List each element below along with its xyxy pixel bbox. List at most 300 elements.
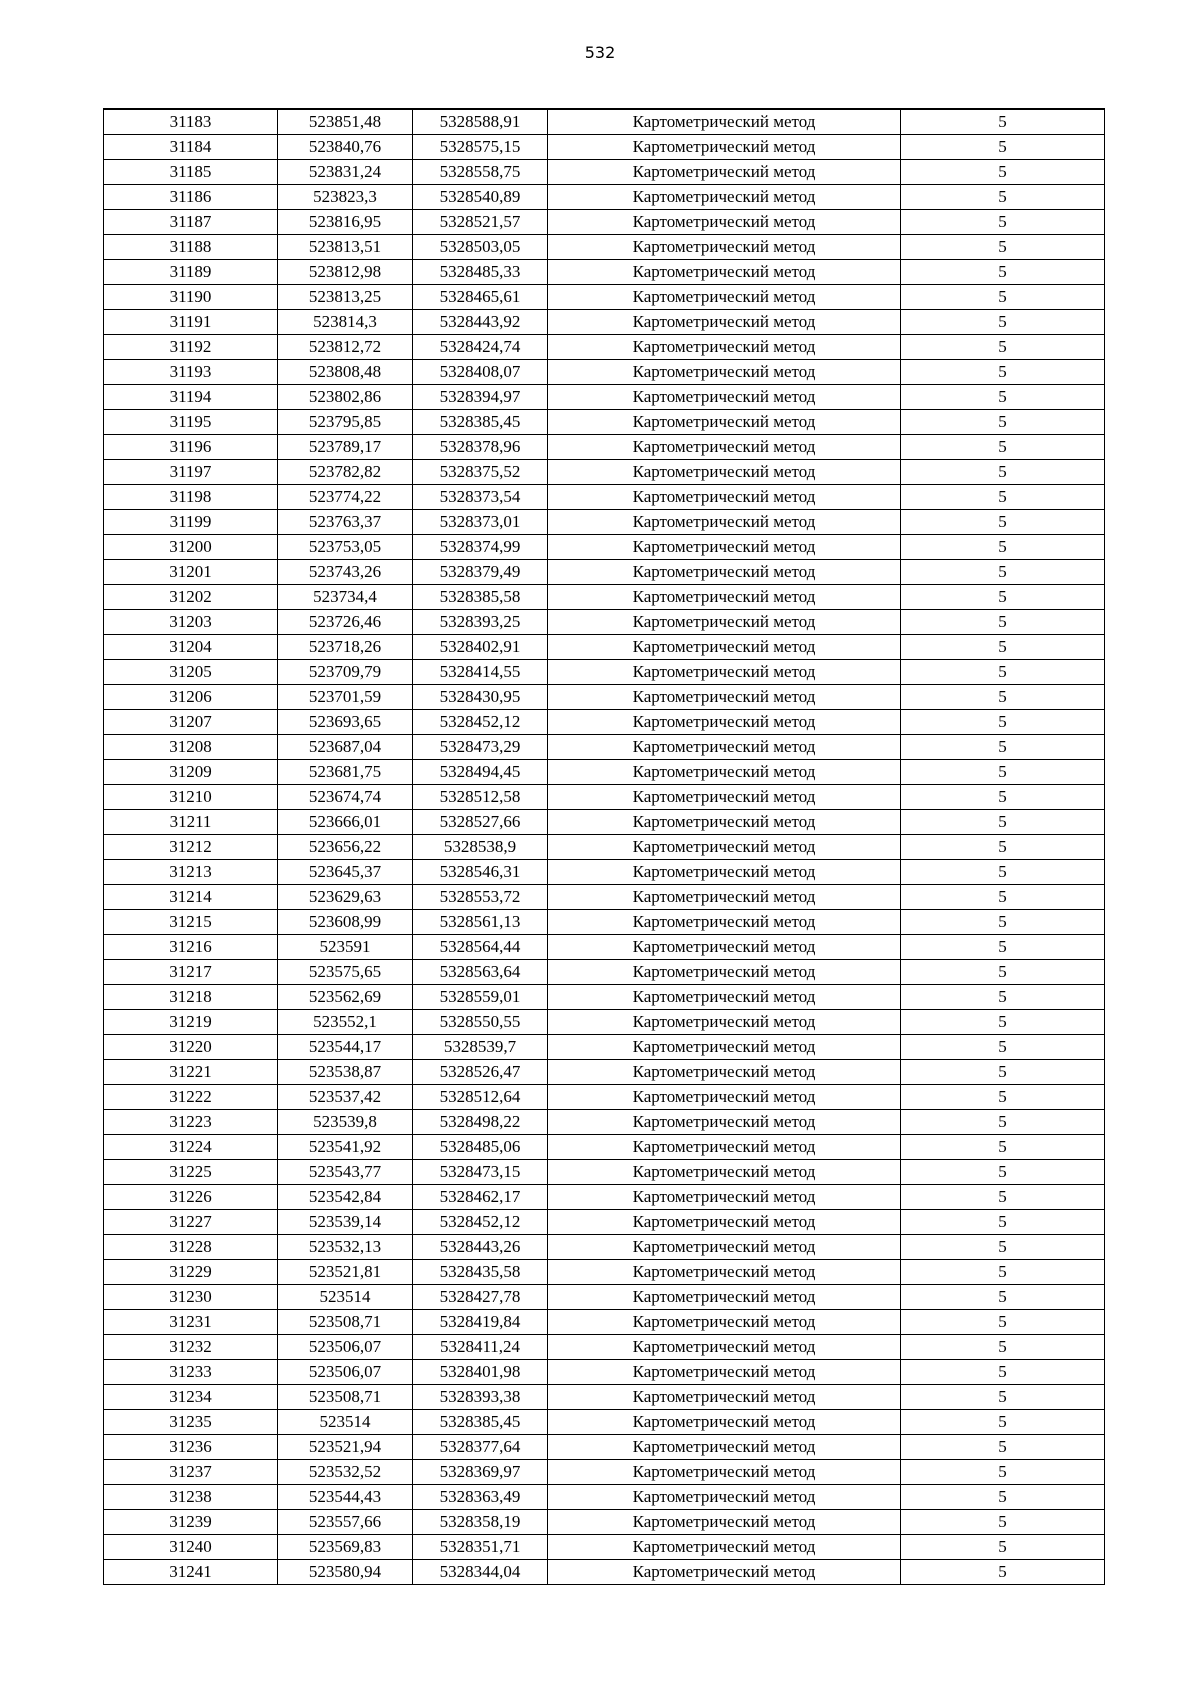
table-row <box>104 1010 1105 1035</box>
point-number-cell: 31195 <box>104 410 278 435</box>
point-number-cell: 31236 <box>104 1435 278 1460</box>
x-coordinate-cell: 523763,37 <box>278 510 413 535</box>
accuracy-cell: 5 <box>901 610 1105 635</box>
accuracy-cell: 5 <box>901 1210 1105 1235</box>
method-cell: Картометрический метод <box>548 510 901 535</box>
point-number-cell: 31207 <box>104 710 278 735</box>
method-cell: Картометрический метод <box>548 260 901 285</box>
table-row <box>104 1310 1105 1335</box>
method-cell: Картометрический метод <box>548 185 901 210</box>
method-cell: Картометрический метод <box>548 1485 901 1510</box>
x-coordinate-cell: 523591 <box>278 935 413 960</box>
method-cell: Картометрический метод <box>548 485 901 510</box>
table-row <box>104 210 1105 235</box>
table-row <box>104 935 1105 960</box>
x-coordinate-cell: 523538,87 <box>278 1060 413 1085</box>
method-cell: Картометрический метод <box>548 1085 901 1110</box>
x-coordinate-cell: 523506,07 <box>278 1360 413 1385</box>
y-coordinate-cell: 5328378,96 <box>413 435 548 460</box>
x-coordinate-cell: 523544,17 <box>278 1035 413 1060</box>
table-row <box>104 1360 1105 1385</box>
point-number-cell: 31190 <box>104 285 278 310</box>
y-coordinate-cell: 5328563,64 <box>413 960 548 985</box>
table-row <box>104 1060 1105 1085</box>
x-coordinate-cell: 523802,86 <box>278 385 413 410</box>
table-row <box>104 1335 1105 1360</box>
point-number-cell: 31212 <box>104 835 278 860</box>
method-cell: Картометрический метод <box>548 1410 901 1435</box>
accuracy-cell: 5 <box>901 1335 1105 1360</box>
point-number-cell: 31214 <box>104 885 278 910</box>
point-number-cell: 31228 <box>104 1235 278 1260</box>
x-coordinate-cell: 523532,52 <box>278 1460 413 1485</box>
method-cell: Картометрический метод <box>548 1285 901 1310</box>
method-cell: Картометрический метод <box>548 1210 901 1235</box>
x-coordinate-cell: 523557,66 <box>278 1510 413 1535</box>
x-coordinate-cell: 523552,1 <box>278 1010 413 1035</box>
method-cell: Картометрический метод <box>548 735 901 760</box>
x-coordinate-cell: 523718,26 <box>278 635 413 660</box>
method-cell: Картометрический метод <box>548 335 901 360</box>
table-row <box>104 510 1105 535</box>
x-coordinate-cell: 523726,46 <box>278 610 413 635</box>
y-coordinate-cell: 5328558,75 <box>413 160 548 185</box>
y-coordinate-cell: 5328485,33 <box>413 260 548 285</box>
accuracy-cell: 5 <box>901 860 1105 885</box>
x-coordinate-cell: 523537,42 <box>278 1085 413 1110</box>
y-coordinate-cell: 5328373,01 <box>413 510 548 535</box>
point-number-cell: 31185 <box>104 160 278 185</box>
method-cell: Картометрический метод <box>548 1310 901 1335</box>
y-coordinate-cell: 5328503,05 <box>413 235 548 260</box>
point-number-cell: 31186 <box>104 185 278 210</box>
accuracy-cell: 5 <box>901 685 1105 710</box>
table-row <box>104 635 1105 660</box>
method-cell: Картометрический метод <box>548 210 901 235</box>
x-coordinate-cell: 523532,13 <box>278 1235 413 1260</box>
accuracy-cell: 5 <box>901 910 1105 935</box>
method-cell: Картометрический метод <box>548 560 901 585</box>
method-cell: Картометрический метод <box>548 910 901 935</box>
accuracy-cell: 5 <box>901 1235 1105 1260</box>
y-coordinate-cell: 5328559,01 <box>413 985 548 1010</box>
accuracy-cell: 5 <box>901 410 1105 435</box>
y-coordinate-cell: 5328462,17 <box>413 1185 548 1210</box>
accuracy-cell: 5 <box>901 1085 1105 1110</box>
method-cell: Картометрический метод <box>548 835 901 860</box>
y-coordinate-cell: 5328575,15 <box>413 135 548 160</box>
y-coordinate-cell: 5328424,74 <box>413 335 548 360</box>
point-number-cell: 31192 <box>104 335 278 360</box>
y-coordinate-cell: 5328427,78 <box>413 1285 548 1310</box>
y-coordinate-cell: 5328435,58 <box>413 1260 548 1285</box>
accuracy-cell: 5 <box>901 1110 1105 1135</box>
method-cell: Картометрический метод <box>548 1160 901 1185</box>
x-coordinate-cell: 523816,95 <box>278 210 413 235</box>
point-number-cell: 31233 <box>104 1360 278 1385</box>
point-number-cell: 31205 <box>104 660 278 685</box>
accuracy-cell: 5 <box>901 1135 1105 1160</box>
point-number-cell: 31188 <box>104 235 278 260</box>
y-coordinate-cell: 5328430,95 <box>413 685 548 710</box>
accuracy-cell: 5 <box>901 735 1105 760</box>
point-number-cell: 31184 <box>104 135 278 160</box>
accuracy-cell: 5 <box>901 935 1105 960</box>
x-coordinate-cell: 523813,25 <box>278 285 413 310</box>
table-row <box>104 1110 1105 1135</box>
method-cell: Картометрический метод <box>548 1010 901 1035</box>
method-cell: Картометрический метод <box>548 109 901 135</box>
point-number-cell: 31183 <box>104 109 278 135</box>
accuracy-cell: 5 <box>901 385 1105 410</box>
method-cell: Картометрический метод <box>548 1535 901 1560</box>
table-row <box>104 1460 1105 1485</box>
y-coordinate-cell: 5328588,91 <box>413 109 548 135</box>
accuracy-cell: 5 <box>901 435 1105 460</box>
table-row <box>104 1160 1105 1185</box>
table-row <box>104 485 1105 510</box>
point-number-cell: 31187 <box>104 210 278 235</box>
y-coordinate-cell: 5328363,49 <box>413 1485 548 1510</box>
point-number-cell: 31221 <box>104 1060 278 1085</box>
y-coordinate-cell: 5328539,7 <box>413 1035 548 1060</box>
x-coordinate-cell: 523840,76 <box>278 135 413 160</box>
method-cell: Картометрический метод <box>548 160 901 185</box>
table-row <box>104 1410 1105 1435</box>
x-coordinate-cell: 523743,26 <box>278 560 413 585</box>
y-coordinate-cell: 5328375,52 <box>413 460 548 485</box>
method-cell: Картометрический метод <box>548 685 901 710</box>
table-row <box>104 1035 1105 1060</box>
point-number-cell: 31201 <box>104 560 278 585</box>
point-number-cell: 31224 <box>104 1135 278 1160</box>
method-cell: Картометрический метод <box>548 935 901 960</box>
y-coordinate-cell: 5328385,45 <box>413 1410 548 1435</box>
method-cell: Картометрический метод <box>548 885 901 910</box>
x-coordinate-cell: 523521,94 <box>278 1435 413 1460</box>
page-number: 532 <box>584 43 616 62</box>
y-coordinate-cell: 5328540,89 <box>413 185 548 210</box>
method-cell: Картометрический метод <box>548 810 901 835</box>
table-row <box>104 1560 1105 1585</box>
point-number-cell: 31213 <box>104 860 278 885</box>
y-coordinate-cell: 5328521,57 <box>413 210 548 235</box>
point-number-cell: 31219 <box>104 1010 278 1035</box>
method-cell: Картометрический метод <box>548 435 901 460</box>
y-coordinate-cell: 5328465,61 <box>413 285 548 310</box>
table-row <box>104 885 1105 910</box>
y-coordinate-cell: 5328377,64 <box>413 1435 548 1460</box>
table-row <box>104 860 1105 885</box>
method-cell: Картометрический метод <box>548 785 901 810</box>
x-coordinate-cell: 523656,22 <box>278 835 413 860</box>
y-coordinate-cell: 5328452,12 <box>413 710 548 735</box>
accuracy-cell: 5 <box>901 160 1105 185</box>
table-row <box>104 585 1105 610</box>
y-coordinate-cell: 5328393,38 <box>413 1385 548 1410</box>
method-cell: Картометрический метод <box>548 135 901 160</box>
table-row <box>104 535 1105 560</box>
point-number-cell: 31230 <box>104 1285 278 1310</box>
point-number-cell: 31209 <box>104 760 278 785</box>
y-coordinate-cell: 5328512,64 <box>413 1085 548 1110</box>
accuracy-cell: 5 <box>901 1560 1105 1585</box>
accuracy-cell: 5 <box>901 1060 1105 1085</box>
point-number-cell: 31223 <box>104 1110 278 1135</box>
accuracy-cell: 5 <box>901 1260 1105 1285</box>
table-row <box>104 660 1105 685</box>
x-coordinate-cell: 523580,94 <box>278 1560 413 1585</box>
table-row <box>104 310 1105 335</box>
x-coordinate-cell: 523539,8 <box>278 1110 413 1135</box>
table-row <box>104 1185 1105 1210</box>
method-cell: Картометрический метод <box>548 760 901 785</box>
point-number-cell: 31204 <box>104 635 278 660</box>
method-cell: Картометрический метод <box>548 1035 901 1060</box>
table-row <box>104 1435 1105 1460</box>
x-coordinate-cell: 523693,65 <box>278 710 413 735</box>
method-cell: Картометрический метод <box>548 285 901 310</box>
point-number-cell: 31196 <box>104 435 278 460</box>
point-number-cell: 31241 <box>104 1560 278 1585</box>
point-number-cell: 31238 <box>104 1485 278 1510</box>
x-coordinate-cell: 523521,81 <box>278 1260 413 1285</box>
accuracy-cell: 5 <box>901 810 1105 835</box>
y-coordinate-cell: 5328452,12 <box>413 1210 548 1235</box>
accuracy-cell: 5 <box>901 835 1105 860</box>
method-cell: Картометрический метод <box>548 235 901 260</box>
method-cell: Картометрический метод <box>548 360 901 385</box>
x-coordinate-cell: 523823,3 <box>278 185 413 210</box>
accuracy-cell: 5 <box>901 135 1105 160</box>
y-coordinate-cell: 5328473,29 <box>413 735 548 760</box>
accuracy-cell: 5 <box>901 1385 1105 1410</box>
point-number-cell: 31235 <box>104 1410 278 1435</box>
y-coordinate-cell: 5328527,66 <box>413 810 548 835</box>
y-coordinate-cell: 5328379,49 <box>413 560 548 585</box>
y-coordinate-cell: 5328553,72 <box>413 885 548 910</box>
point-number-cell: 31206 <box>104 685 278 710</box>
accuracy-cell: 5 <box>901 1185 1105 1210</box>
x-coordinate-cell: 523753,05 <box>278 535 413 560</box>
point-number-cell: 31197 <box>104 460 278 485</box>
method-cell: Картометрический метод <box>548 985 901 1010</box>
accuracy-cell: 5 <box>901 210 1105 235</box>
point-number-cell: 31226 <box>104 1185 278 1210</box>
accuracy-cell: 5 <box>901 460 1105 485</box>
method-cell: Картометрический метод <box>548 635 901 660</box>
y-coordinate-cell: 5328344,04 <box>413 1560 548 1585</box>
table-row <box>104 335 1105 360</box>
method-cell: Картометрический метод <box>548 410 901 435</box>
method-cell: Картометрический метод <box>548 1135 901 1160</box>
method-cell: Картометрический метод <box>548 1510 901 1535</box>
accuracy-cell: 5 <box>901 985 1105 1010</box>
method-cell: Картометрический метод <box>548 710 901 735</box>
accuracy-cell: 5 <box>901 585 1105 610</box>
method-cell: Картометрический метод <box>548 1235 901 1260</box>
accuracy-cell: 5 <box>901 1435 1105 1460</box>
table-row <box>104 1235 1105 1260</box>
x-coordinate-cell: 523687,04 <box>278 735 413 760</box>
y-coordinate-cell: 5328402,91 <box>413 635 548 660</box>
x-coordinate-cell: 523808,48 <box>278 360 413 385</box>
point-number-cell: 31198 <box>104 485 278 510</box>
accuracy-cell: 5 <box>901 885 1105 910</box>
y-coordinate-cell: 5328538,9 <box>413 835 548 860</box>
y-coordinate-cell: 5328351,71 <box>413 1535 548 1560</box>
accuracy-cell: 5 <box>901 1410 1105 1435</box>
table-row <box>104 735 1105 760</box>
point-number-cell: 31222 <box>104 1085 278 1110</box>
method-cell: Картометрический метод <box>548 1560 901 1585</box>
point-number-cell: 31202 <box>104 585 278 610</box>
accuracy-cell: 5 <box>901 1460 1105 1485</box>
accuracy-cell: 5 <box>901 1535 1105 1560</box>
point-number-cell: 31229 <box>104 1260 278 1285</box>
x-coordinate-cell: 523851,48 <box>278 109 413 135</box>
accuracy-cell: 5 <box>901 335 1105 360</box>
accuracy-cell: 5 <box>901 535 1105 560</box>
x-coordinate-cell: 523701,59 <box>278 685 413 710</box>
accuracy-cell: 5 <box>901 785 1105 810</box>
table-row <box>104 460 1105 485</box>
accuracy-cell: 5 <box>901 760 1105 785</box>
accuracy-cell: 5 <box>901 560 1105 585</box>
y-coordinate-cell: 5328401,98 <box>413 1360 548 1385</box>
coordinates-table <box>103 108 1105 1585</box>
table-row <box>104 1210 1105 1235</box>
x-coordinate-cell: 523681,75 <box>278 760 413 785</box>
point-number-cell: 31218 <box>104 985 278 1010</box>
x-coordinate-cell: 523831,24 <box>278 160 413 185</box>
y-coordinate-cell: 5328512,58 <box>413 785 548 810</box>
method-cell: Картометрический метод <box>548 585 901 610</box>
method-cell: Картометрический метод <box>548 1060 901 1085</box>
x-coordinate-cell: 523539,14 <box>278 1210 413 1235</box>
table-row <box>104 285 1105 310</box>
table-row <box>104 835 1105 860</box>
table-row <box>104 435 1105 460</box>
table-row <box>104 960 1105 985</box>
method-cell: Картометрический метод <box>548 310 901 335</box>
method-cell: Картометрический метод <box>548 860 901 885</box>
method-cell: Картометрический метод <box>548 1360 901 1385</box>
point-number-cell: 31217 <box>104 960 278 985</box>
table-row <box>104 810 1105 835</box>
method-cell: Картометрический метод <box>548 1385 901 1410</box>
accuracy-cell: 5 <box>901 1360 1105 1385</box>
point-number-cell: 31203 <box>104 610 278 635</box>
y-coordinate-cell: 5328385,58 <box>413 585 548 610</box>
x-coordinate-cell: 523569,83 <box>278 1535 413 1560</box>
x-coordinate-cell: 523813,51 <box>278 235 413 260</box>
point-number-cell: 31200 <box>104 535 278 560</box>
y-coordinate-cell: 5328564,44 <box>413 935 548 960</box>
accuracy-cell: 5 <box>901 960 1105 985</box>
table-row <box>104 985 1105 1010</box>
x-coordinate-cell: 523814,3 <box>278 310 413 335</box>
point-number-cell: 31232 <box>104 1335 278 1360</box>
point-number-cell: 31191 <box>104 310 278 335</box>
y-coordinate-cell: 5328443,92 <box>413 310 548 335</box>
accuracy-cell: 5 <box>901 1510 1105 1535</box>
point-number-cell: 31216 <box>104 935 278 960</box>
method-cell: Картометрический метод <box>548 385 901 410</box>
y-coordinate-cell: 5328485,06 <box>413 1135 548 1160</box>
accuracy-cell: 5 <box>901 1160 1105 1185</box>
method-cell: Картометрический метод <box>548 1260 901 1285</box>
y-coordinate-cell: 5328419,84 <box>413 1310 548 1335</box>
table-row <box>104 910 1105 935</box>
x-coordinate-cell: 523608,99 <box>278 910 413 935</box>
table-row <box>104 1285 1105 1310</box>
accuracy-cell: 5 <box>901 1285 1105 1310</box>
y-coordinate-cell: 5328374,99 <box>413 535 548 560</box>
x-coordinate-cell: 523812,98 <box>278 260 413 285</box>
table-row <box>104 235 1105 260</box>
table-row <box>104 410 1105 435</box>
x-coordinate-cell: 523734,4 <box>278 585 413 610</box>
point-number-cell: 31220 <box>104 1035 278 1060</box>
method-cell: Картометрический метод <box>548 1460 901 1485</box>
y-coordinate-cell: 5328550,55 <box>413 1010 548 1035</box>
accuracy-cell: 5 <box>901 310 1105 335</box>
x-coordinate-cell: 523629,63 <box>278 885 413 910</box>
accuracy-cell: 5 <box>901 285 1105 310</box>
y-coordinate-cell: 5328358,19 <box>413 1510 548 1535</box>
table-row <box>104 1485 1105 1510</box>
table-row <box>104 160 1105 185</box>
x-coordinate-cell: 523789,17 <box>278 435 413 460</box>
y-coordinate-cell: 5328414,55 <box>413 660 548 685</box>
accuracy-cell: 5 <box>901 260 1105 285</box>
x-coordinate-cell: 523542,84 <box>278 1185 413 1210</box>
table-row <box>104 385 1105 410</box>
point-number-cell: 31211 <box>104 810 278 835</box>
method-cell: Картометрический метод <box>548 960 901 985</box>
accuracy-cell: 5 <box>901 1035 1105 1060</box>
method-cell: Картометрический метод <box>548 1185 901 1210</box>
y-coordinate-cell: 5328494,45 <box>413 760 548 785</box>
table-row <box>104 785 1105 810</box>
table-row <box>104 1510 1105 1535</box>
x-coordinate-cell: 523774,22 <box>278 485 413 510</box>
accuracy-cell: 5 <box>901 1485 1105 1510</box>
accuracy-cell: 5 <box>901 360 1105 385</box>
x-coordinate-cell: 523514 <box>278 1410 413 1435</box>
table-row <box>104 1385 1105 1410</box>
y-coordinate-cell: 5328526,47 <box>413 1060 548 1085</box>
y-coordinate-cell: 5328473,15 <box>413 1160 548 1185</box>
x-coordinate-cell: 523543,77 <box>278 1160 413 1185</box>
table-row <box>104 760 1105 785</box>
y-coordinate-cell: 5328443,26 <box>413 1235 548 1260</box>
point-number-cell: 31240 <box>104 1535 278 1560</box>
method-cell: Картометрический метод <box>548 1435 901 1460</box>
accuracy-cell: 5 <box>901 1010 1105 1035</box>
x-coordinate-cell: 523508,71 <box>278 1385 413 1410</box>
method-cell: Картометрический метод <box>548 1335 901 1360</box>
point-number-cell: 31237 <box>104 1460 278 1485</box>
x-coordinate-cell: 523575,65 <box>278 960 413 985</box>
table-row <box>104 185 1105 210</box>
x-coordinate-cell: 523795,85 <box>278 410 413 435</box>
accuracy-cell: 5 <box>901 510 1105 535</box>
y-coordinate-cell: 5328385,45 <box>413 410 548 435</box>
point-number-cell: 31199 <box>104 510 278 535</box>
accuracy-cell: 5 <box>901 1310 1105 1335</box>
